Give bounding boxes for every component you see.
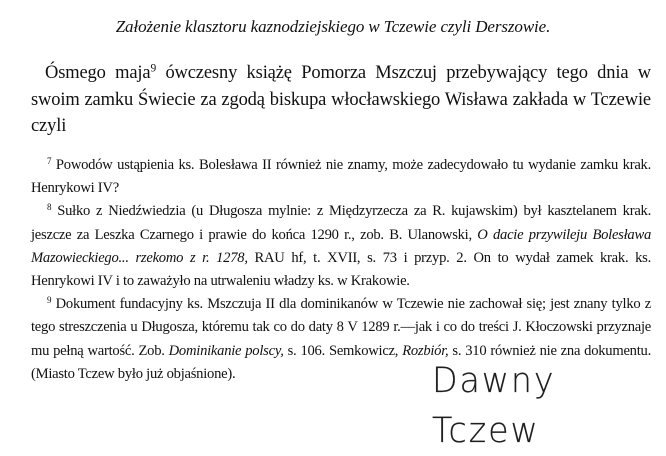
- document-title: Założenie klasztoru kaznodziejskiego w Tczewie czyli Derszowie.: [115, 17, 551, 36]
- footnote-text: s. 106. Semkowicz,: [283, 342, 403, 359]
- footnote-text: Sułko z Niedźwiedzia (u Długosza mylnie: z Międzyrzecza za R. kujawskim) był kasztelanem krak. jeszcze za Leszka Czarnego i prawie do końca 1290 r., zob. B. Ulanowski,: [31, 203, 651, 243]
- main-paragraph: [31, 60, 651, 140]
- footnote-citation-title: O dacie przywileju Bolesława Mazowieckiego... rzekomo z r. 1278,: [31, 226, 651, 266]
- footnote-7: [31, 154, 651, 200]
- watermark-logo: Dawny Tczew: [432, 361, 556, 451]
- footnote-8: [31, 200, 651, 293]
- footnote-text: RAU hf, t. XVII, s. 73 i przyp. 2. On to wydał zamek krak. ks. Henrykowi IV i to zaważyło na utrwaleniu władzy ks. w Krakowie.: [31, 249, 651, 290]
- footnote-text: s. 310 również nie zna dokumentu. (Miasto Tczew było już objaśnione).: [31, 342, 651, 382]
- footnote-citation-title: Dominikanie polscy,: [168, 342, 284, 359]
- footnotes-section: [31, 154, 651, 386]
- footnote-citation-title: Rozbiór,: [402, 342, 449, 359]
- footnote-number: 7: [47, 156, 52, 167]
- footnote-text: Powodów ustąpienia ks. Bolesława II również nie znamy, może zadecydowało tu wydanie zamku krak. Henrykowi IV?: [31, 157, 651, 197]
- footnote-text: Dokument fundacyjny ks. Mszczuja II dla dominikanów w Tczewie nie zachował się; jest znany tylko z tego streszczenia u Długosza, któremu tak co do daty 8 V 1289 r.—jak i co do treści J. Kłoczowski przyznaje mu pełną wartość. Zob.: [31, 296, 651, 359]
- footnote-number: 8: [47, 202, 52, 213]
- main-paragraph-text-rest: ówczesny książę Pomorza Mszczuj przebywający tego dnia w swoim zamku Świecie za zgodą biskupa włocławskiego Wisława zakłada w Tczewie czyli: [31, 63, 651, 136]
- footnote-number: 9: [47, 295, 52, 306]
- main-paragraph-text-start: Ósmego maja: [45, 63, 151, 83]
- footnote-ref-9: 9: [150, 62, 157, 75]
